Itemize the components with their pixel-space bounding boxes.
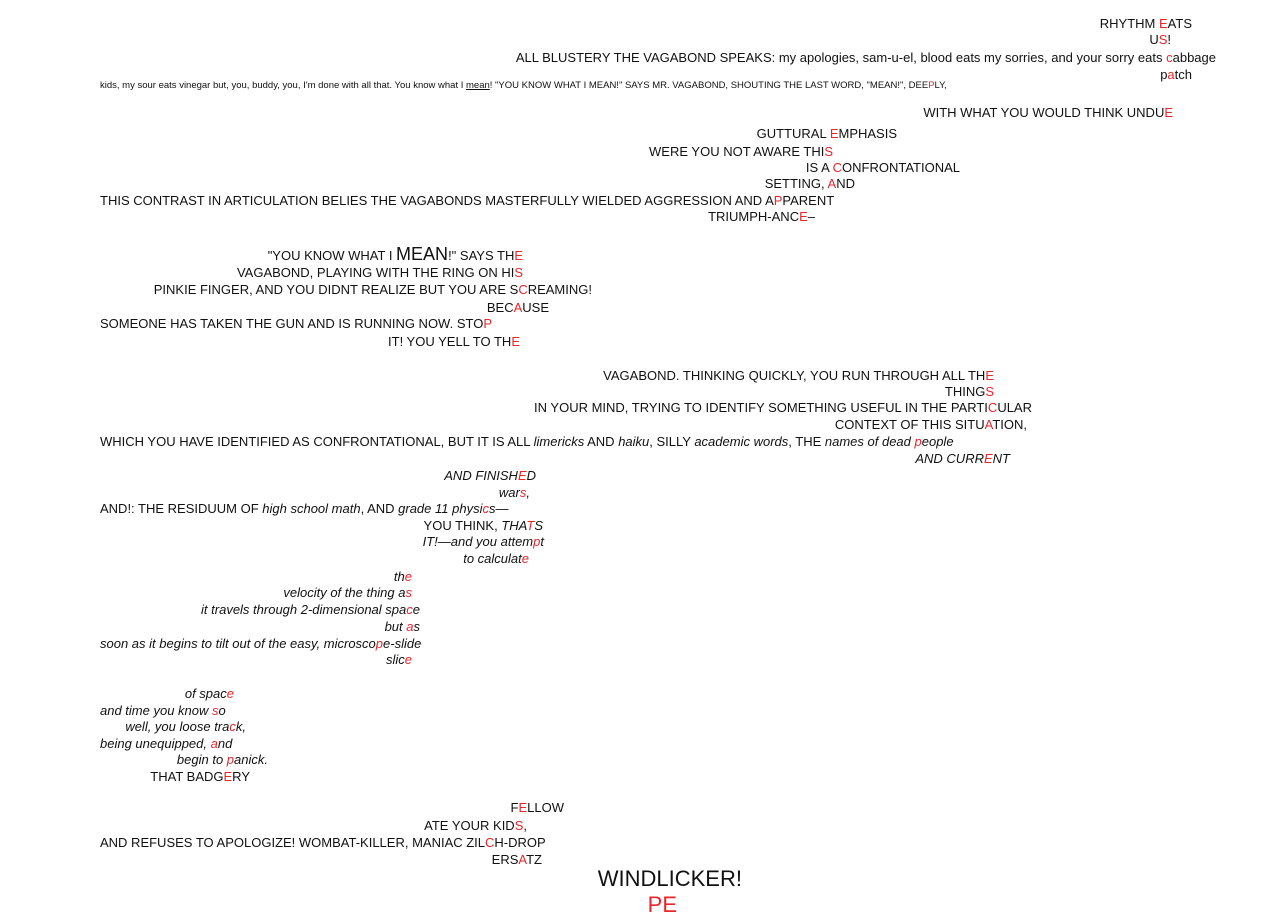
poem-text: tch [1174, 67, 1192, 82]
poem-text: THING [944, 384, 986, 399]
poem-line-l22 [835, 417, 1027, 433]
poem-line-l37 [185, 686, 234, 702]
poem-line-l09 [806, 160, 960, 176]
poem-text: WITH WHAT YOU WOULD THINK UNDU [923, 105, 1165, 120]
poem-line-l17 [100, 316, 492, 332]
poem-line-l35 [100, 636, 421, 652]
accent-letter: s [519, 485, 527, 500]
poem-text: — [495, 501, 509, 516]
poem-text: th [393, 569, 405, 584]
poem-text: ATE YOUR KID [424, 818, 515, 833]
accent-letter: S [1158, 32, 1168, 47]
poem-line-l23 [100, 434, 954, 450]
accent-letter: a [210, 736, 218, 751]
poem-text: H-DROP [494, 835, 546, 850]
poem-text: PE [647, 892, 677, 917]
poem-text: LLOW [527, 800, 564, 815]
poem-text: U [1149, 32, 1159, 47]
accent-letter: s [405, 585, 412, 600]
accent-letter: c [1166, 50, 1173, 65]
poem-text: e [412, 602, 420, 617]
poem-text: TZ [526, 852, 542, 867]
poem-text: PARENT [782, 193, 835, 208]
accent-letter: E [223, 769, 233, 784]
accent-letter: T [526, 518, 535, 533]
poem-text: – [807, 209, 815, 224]
accent-letter: E [514, 248, 523, 263]
poem-text: ! [1167, 32, 1171, 47]
poem-text: ERS [491, 852, 519, 867]
accent-letter: C [485, 835, 495, 850]
poem-text: ULAR [997, 400, 1032, 415]
accent-letter: p [226, 752, 235, 767]
poem-text: but [384, 619, 407, 634]
poem-text: academic words [694, 434, 789, 449]
poem-text: WINDLICKER! [597, 866, 742, 891]
accent-letter: e [404, 569, 412, 584]
poem-text: AND CURR [915, 451, 984, 466]
poem-text: REAMING! [527, 282, 592, 297]
poem-text: WERE YOU NOT AWARE THI [649, 144, 825, 159]
poem-line-l45 [100, 835, 546, 851]
poem-text: t [540, 534, 544, 549]
poem-text: limericks [533, 434, 585, 449]
poem-line-l20 [945, 384, 994, 400]
accent-letter: P [773, 193, 783, 208]
accent-letter: E [518, 800, 528, 815]
accent-letter: p [914, 434, 922, 449]
poem-text: mean [466, 80, 490, 91]
poem-line-l08 [649, 144, 833, 160]
accent-letter: a [406, 619, 414, 634]
poem-text: IN YOUR MIND, TRYING TO IDENTIFY SOMETHING USEFUL IN THE PARTI [534, 400, 988, 415]
poem-text: abbage [1172, 50, 1216, 65]
poem-line-l38 [100, 703, 226, 719]
poem-text: grade 11 physi [398, 501, 483, 516]
poem-line-l01 [1100, 16, 1192, 32]
accent-letter: E [799, 209, 808, 224]
accent-letter: A [827, 176, 837, 191]
accent-letter: s [212, 703, 219, 718]
accent-letter: P [928, 80, 935, 91]
poem-text: velocity of the thing a [283, 585, 406, 600]
poem-line-l24 [915, 451, 1010, 467]
poem-text: s [413, 619, 420, 634]
accent-letter: C [987, 400, 998, 415]
poem-text: MPHASIS [838, 126, 897, 141]
accent-letter: A [984, 417, 993, 432]
poem-text: , SILLY [649, 434, 695, 449]
poem-text: AND REFUSES TO APOLOGIZE! WOMBAT-KILLER, MANIAC ZIL [100, 835, 486, 850]
poem-text: AND!: THE RESIDUUM OF [100, 501, 263, 516]
poem-text: USE [522, 300, 549, 315]
poem-text: GUTTURAL [756, 126, 830, 141]
poem-text: AND FINISH [444, 468, 518, 483]
accent-letter: S [514, 265, 523, 280]
poem-text: being unequipped, [100, 736, 211, 751]
poem-text: , THE [788, 434, 825, 449]
poem-text: ONFRONTATIONAL [842, 160, 960, 175]
accent-letter: S [985, 384, 994, 399]
poem-text: ATS [1167, 16, 1192, 31]
poem-text: "YOU KNOW WHAT I [267, 248, 397, 263]
poem-line-l36 [386, 652, 412, 668]
accent-letter: A [518, 852, 527, 867]
poem-line-l42 [150, 769, 250, 785]
poem-text: ND [836, 176, 855, 191]
poem-line-l40 [100, 736, 232, 752]
poem-text: D [526, 468, 536, 483]
poem-text: SETTING, [764, 176, 828, 191]
accent-letter: a [1167, 67, 1175, 82]
poem-text: IS A [805, 160, 833, 175]
poem-text: RY [232, 769, 250, 784]
poem-text: !" SAYS TH [448, 248, 515, 263]
poem-line-l41 [177, 752, 268, 768]
poem-line-l13 [268, 246, 523, 264]
accent-letter: E [517, 468, 527, 483]
poem-line-l19 [603, 368, 994, 384]
poem-line-l25 [444, 468, 536, 484]
poem-text: and time you know [100, 703, 213, 718]
poem-line-l14 [237, 265, 523, 281]
poem-line-l04 [1160, 67, 1192, 83]
poem-text: high school math [262, 501, 361, 516]
poem-text: slic [385, 652, 405, 667]
poem-text: names of dead [824, 434, 915, 449]
poem-text: MEAN [396, 244, 449, 264]
poem-text: , [523, 818, 527, 833]
accent-letter: C [518, 282, 528, 297]
poem-line-l05 [100, 80, 947, 92]
poem-text: TION, [992, 417, 1027, 432]
poem-text: TRIUMPH-ANC [708, 209, 800, 224]
poem-text: kids, my sour eats vinegar but, you, buddy, you, I'm done with all that. You know what I [100, 80, 467, 91]
accent-letter: E [1164, 105, 1173, 120]
poem-line-l48 [648, 892, 677, 918]
poem-text: anick. [234, 752, 268, 767]
poem-text: S [534, 518, 543, 533]
poem-text: THIS CONTRAST IN ARTICULATION BELIES THE VAGABONDS MASTERFULLY WIELDED AGGRESSION AND A [100, 193, 774, 208]
poem-line-l43 [511, 800, 564, 816]
poem-text: e-slide [383, 636, 422, 651]
accent-letter: c [229, 719, 236, 734]
poem-text: IT!—and you attem [422, 534, 534, 549]
poem-line-l03 [516, 50, 1216, 66]
poem-line-l28 [424, 518, 543, 534]
poem-text: eople [921, 434, 954, 449]
poem-text: of spac [184, 686, 227, 701]
poem-line-l02 [1149, 32, 1171, 48]
poem-text: soon as it begins to tilt out of the easy, microsco [100, 636, 376, 651]
poem-text: nd [217, 736, 233, 751]
poem-text: haiku [618, 434, 650, 449]
poem-text: begin to [176, 752, 227, 767]
poem-line-l39 [125, 719, 246, 735]
poem-text: CONTEXT OF THIS SITU [834, 417, 985, 432]
poem-text: ! "YOU KNOW WHAT I MEAN!" SAYS MR. VAGABOND, SHOUTING THE LAST WORD, "MEAN!", DEE [489, 80, 929, 91]
poem-line-l07 [757, 126, 897, 142]
poem-text: RHYTHM [1099, 16, 1159, 31]
accent-letter: S [514, 818, 524, 833]
poem-text: k, [235, 719, 246, 734]
accent-letter: p [533, 534, 541, 549]
accent-letter: E [983, 451, 993, 466]
accent-letter: p [375, 636, 384, 651]
poem-text: ALL BLUSTERY THE VAGABOND SPEAKS: my apologies, sam-u-el, blood eats my sorries, and your sorry eats [515, 50, 1167, 65]
poem-line-l21 [534, 400, 1032, 416]
poem-line-l30 [463, 551, 529, 567]
poem-text: s [488, 501, 496, 516]
accent-letter: E [985, 368, 994, 383]
poem-line-l11 [100, 193, 834, 209]
poem-text: YOU THINK, [423, 518, 502, 533]
accent-letter: e [226, 686, 234, 701]
poem-text: BEC [486, 300, 514, 315]
poem-line-l27 [100, 501, 508, 517]
accent-letter: c [406, 602, 413, 617]
poem-text: to calculat [463, 551, 522, 566]
poem-text: WHICH YOU HAVE IDENTIFIED AS CONFRONTATIONAL, BUT IT IS ALL [100, 434, 534, 449]
poem-line-l44 [424, 818, 527, 834]
poem-text: war [498, 485, 520, 500]
accent-letter: c [482, 501, 489, 516]
accent-letter: S [824, 144, 833, 159]
poem-text: , AND [360, 501, 399, 516]
accent-letter: A [513, 300, 523, 315]
poem-line-l47 [598, 866, 742, 892]
accent-letter: e [404, 652, 412, 667]
accent-letter: E [829, 126, 839, 141]
poem-text: p [1160, 67, 1168, 82]
poem-line-l12 [708, 209, 815, 225]
poem-line-l46 [492, 852, 542, 868]
accent-letter: E [511, 334, 520, 349]
poem-line-l26 [499, 485, 530, 501]
accent-letter: C [832, 160, 843, 175]
accent-letter: e [521, 551, 529, 566]
poem-text: VAGABOND, PLAYING WITH THE RING ON HI [236, 265, 515, 280]
poem-line-l31 [394, 569, 412, 585]
poem-text: it travels through 2-dimensional spa [201, 602, 407, 617]
poem-text: LY, [934, 80, 947, 91]
poem-line-l10 [765, 176, 855, 192]
poem-text: , [526, 485, 530, 500]
poem-text: o [218, 703, 226, 718]
poem-text: THA [501, 518, 527, 533]
poem-line-l33 [201, 602, 420, 618]
poem-line-l16 [487, 300, 549, 316]
poem-text: THAT BADG [150, 769, 224, 784]
accent-letter: E [1159, 16, 1168, 31]
poem-line-l29 [423, 534, 544, 550]
poem-line-l32 [283, 585, 412, 601]
poem-text: VAGABOND. THINKING QUICKLY, YOU RUN THROUGH ALL TH [603, 368, 986, 383]
poem-text: PINKIE FINGER, AND YOU DIDNT REALIZE BUT YOU ARE S [153, 282, 519, 297]
poem-text: AND [584, 434, 619, 449]
poem-text: NT [992, 451, 1010, 466]
poem-text: IT! YOU YELL TO TH [388, 334, 512, 349]
poem-line-l15 [154, 282, 592, 298]
poem-line-l34 [385, 619, 420, 635]
poem-text: SOMEONE HAS TAKEN THE GUN AND IS RUNNING NOW. STO [100, 316, 484, 331]
accent-letter: P [483, 316, 492, 331]
poem-text: well, you loose tra [125, 719, 230, 734]
poem-line-l18 [388, 334, 520, 350]
poem-text: F [510, 800, 519, 815]
poem-line-l06 [923, 105, 1173, 121]
